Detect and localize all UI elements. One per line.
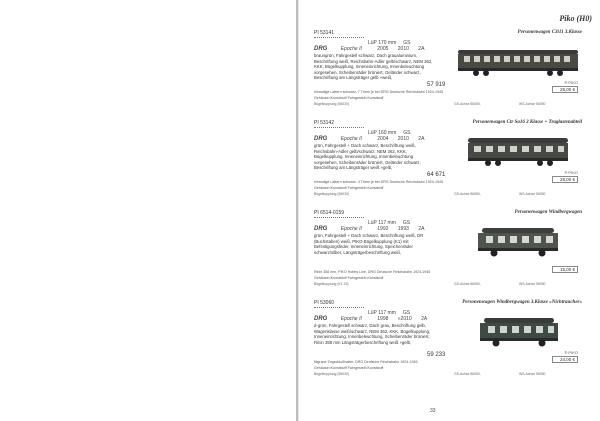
item-axles: 2A — [418, 226, 425, 232]
item-year-from: 2005 — [377, 46, 389, 52]
item-year-from: 1998 — [377, 316, 389, 322]
item-year-to: 2010 — [397, 46, 409, 52]
item-year-to: »2010 — [397, 316, 412, 322]
item-axle-gs: GS-Achse 56050, — [454, 192, 481, 196]
item-material: Gehäuse=Kunststoff Fahrgestell=Kunststoff — [314, 96, 384, 100]
item-article-number: 64 671 — [427, 172, 446, 178]
item-gauge: GS — [403, 130, 411, 136]
item-epoch: Epoche II — [340, 46, 362, 52]
item-epoch-row — [314, 46, 464, 52]
maker-heading: Piko (H0) — [559, 14, 592, 23]
item-brand: ® PIKO — [564, 80, 578, 85]
item-railway: DRG — [314, 46, 328, 52]
item-title: Personenwagen C3i11 3.Klasse — [517, 30, 582, 35]
item-axles: 2A — [418, 46, 425, 52]
item-lup: LüP 117 mm — [368, 220, 396, 226]
item-axle-ws: WS-Achse 56050 — [519, 102, 546, 106]
item-epoch-row — [314, 226, 464, 232]
item-gauge: GS — [402, 310, 411, 316]
item-material: Gehäuse=Kunststoff Fahrgestell=Kunststoff — [314, 366, 384, 370]
item-note: Rinin 358 mm, PIKO Hobby Line, DRG Deutsche Reichsbahn 1924-1945 — [314, 270, 431, 274]
coach-photo — [454, 42, 582, 78]
item-coupling: Bügelkupplung (56030) — [314, 102, 350, 106]
item-railway: DRG — [314, 226, 328, 232]
item-note: einmalige Lattern schwarz, 4 Türen je bei DRG Deutsche Reichsbahn 1924-1945 — [314, 180, 443, 184]
item-year-from: 2004 — [377, 136, 389, 142]
book-spine-highlight — [298, 0, 299, 421]
item-gauge: GS — [403, 40, 411, 46]
item-coupling: Bügelkupplung (56030) — [314, 192, 350, 196]
item-price: 24,00 € — [552, 356, 578, 363]
item-description: grün, Fahrgestell + Dach schwarz, Beschriftung weiß, Reichsbahn-Adler gelb/schwarz, NEM 362, KKK, Bügelkupplung, Inneneinrichtung, Innenbeleuchtung vorgesehen, Scheibenräder brüniert, Geländer schwarz, Beschriftung am Längsträger weiß »gelb, — [314, 143, 421, 170]
item-railway: DRG — [314, 136, 328, 142]
item-price: 28,00 € — [552, 86, 578, 93]
item-lup: LüP 170 mm — [368, 40, 397, 46]
item-note: einmalige Lattern schwarz, 7 Türen je bei DRG Deutsche Reichsbahn 1924-1945 — [314, 90, 443, 94]
catalog-entry — [314, 120, 584, 213]
item-year-to: 1993 — [397, 226, 409, 232]
item-year-from: 1992 — [377, 226, 389, 232]
item-number: PI 53142 — [314, 120, 335, 126]
catalog-page — [314, 0, 592, 421]
item-axle-ws: WS-Achse 56050 — [519, 372, 546, 376]
item-axle-ws: WS-Achse 56050 — [519, 282, 546, 286]
item-railway: DRG — [314, 316, 328, 322]
item-brand: ® PIKO — [564, 170, 578, 175]
item-description: grün, Fahrgestell + Dach schwarz, Beschriftung weiß, DR (Buchstaben) weiß, PIKO-Bügelkupplung (K1) mit Befestigungsfeder, Inneneinrichtung, Speichenräder schwarz/silber, Längsträgerbeschriftung weiß, — [314, 233, 424, 255]
item-lup: LüP 117 mm — [368, 310, 396, 316]
item-title: Personenwagen Ctr Sa16 3 Klasse + Traglastenabteil — [472, 120, 582, 125]
item-description: d-grün, Fahrgestell schwarz, Dach grau, Beschriftung gelb, Wagenklasse weiß/schwarz, NEM 362, KKK, Bügelkupplung, Inneneinrichtung, Innenbeleuchtung, Scheibenräder brüniert, Rinin 358 mm Längsträgerbeschriftung weiß »gelb, — [314, 323, 431, 345]
item-price: 15,00 € — [552, 266, 578, 273]
item-price: 28,00 € — [552, 176, 578, 183]
item-axle-ws: WS-Achse 56050 — [519, 192, 546, 196]
item-lup: LüP 160 mm — [368, 130, 397, 136]
item-description: braungrün, Fahrgestell schwarz, Dach graualuminium, Beschriftung weiß, Reichsbahn-Adler gelb/schwarz, NEM 362, KKK, Bügelkupplung, Inneneinrichtung, Innenbeleuchtung vorgesehen, Scheibenräder brüniert, Geländer schwarz, Beschriftung am Längsträger gelb »weiß, — [314, 53, 433, 80]
catalog-entry — [314, 210, 584, 303]
coach-photo — [454, 312, 582, 348]
coach-photo — [454, 222, 582, 258]
divider — [314, 37, 364, 38]
item-coupling: Bügelkupplung (K1 23) — [314, 282, 349, 286]
page-number: 33 — [430, 408, 436, 414]
item-epoch: Epoche II — [340, 226, 362, 232]
item-article-number: 57 919 — [427, 82, 446, 88]
item-epoch-row — [314, 136, 464, 142]
item-note: filigrane Zugschlußhalter, DRG Deutsche Reichsbahn 1924-1945 — [314, 360, 418, 364]
item-number: PI 53141 — [314, 30, 335, 36]
item-epoch: Epoche II — [340, 316, 362, 322]
item-axle-gs: GS-Achse 56050, — [454, 282, 481, 286]
item-material: Gehäuse=Kunststoff Fahrgestell=Kunststoff — [314, 186, 384, 190]
item-coupling: Bügelkupplung (56030) — [314, 372, 350, 376]
item-title: Personenwagen Windbergwagen — [514, 210, 582, 215]
item-gauge: GS — [402, 220, 411, 226]
divider — [314, 307, 364, 308]
item-axle-gs: GS-Achse 56050, — [454, 102, 481, 106]
item-title: Personenwagen Windbergwagen 3.Klasse »Nichtraucher« — [462, 300, 582, 305]
catalog-entry — [314, 300, 584, 393]
item-brand: ® PIKO — [564, 350, 578, 355]
item-axles: 2A — [421, 316, 428, 322]
item-epoch-row — [314, 316, 464, 322]
item-material: Gehäuse=Kunststoff Fahrgestell=Kunststoff — [314, 276, 384, 280]
item-article-number: 59 233 — [427, 352, 446, 358]
coach-photo — [454, 132, 582, 168]
item-number: PI 53060 — [314, 300, 335, 306]
item-number: PI 6514-0159 — [314, 210, 345, 216]
item-year-to: 2010 — [397, 136, 409, 142]
item-epoch: Epoche II — [340, 136, 362, 142]
divider — [314, 127, 364, 128]
divider — [314, 217, 364, 218]
item-axle-gs: GS-Achse 56050, — [454, 372, 481, 376]
item-axles: 2A — [418, 136, 425, 142]
catalog-entry — [314, 30, 584, 123]
